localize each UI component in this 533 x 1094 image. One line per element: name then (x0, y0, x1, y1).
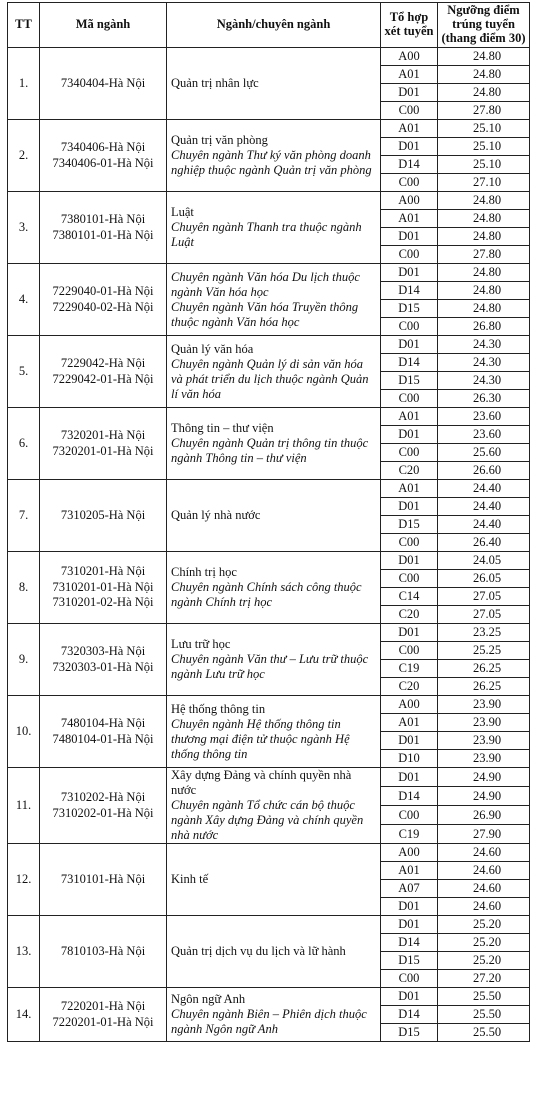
major-code: 7229042-Hà Nội (60, 355, 146, 370)
admission-score: 25.20 (438, 934, 530, 952)
major-name-cell (167, 624, 381, 696)
major-code-cell (40, 988, 167, 1042)
major-code-cell (40, 844, 167, 916)
subject-combination: D15 (381, 300, 438, 318)
major-name: Quản trị văn phòng (171, 133, 268, 147)
admission-score: 27.80 (438, 102, 530, 120)
admission-score-table (7, 2, 530, 1042)
row-number: 3. (8, 192, 40, 264)
table-row (8, 552, 530, 570)
major-name: Lưu trữ học (171, 637, 231, 651)
admission-score: 24.40 (438, 516, 530, 534)
header-combo: Tổ hợp xét tuyển (381, 3, 438, 48)
admission-score: 24.80 (438, 66, 530, 84)
table-row (8, 408, 530, 426)
major-code-cell (40, 552, 167, 624)
subject-combination: D01 (381, 732, 438, 750)
major-code-cell (40, 336, 167, 408)
major-code-cell (40, 624, 167, 696)
row-number: 2. (8, 120, 40, 192)
row-number: 10. (8, 696, 40, 768)
subject-combination: A00 (381, 696, 438, 714)
table-body (8, 48, 530, 1042)
major-name: Quản lý văn hóa (171, 341, 254, 356)
row-number: 5. (8, 336, 40, 408)
major-code: 7320303-01-Hà Nội (52, 659, 154, 674)
subject-combination: D01 (381, 264, 438, 282)
major-code: 7229040-02-Hà Nội (52, 299, 154, 314)
admission-score: 26.90 (438, 806, 530, 825)
subject-combination: D01 (381, 336, 438, 354)
row-number: 6. (8, 408, 40, 480)
subject-combination: A01 (381, 862, 438, 880)
admission-score: 26.25 (438, 678, 530, 696)
subject-combination: D01 (381, 84, 438, 102)
specialization-name: Chuyên ngành Văn hóa Du lịch thuộc ngành Văn hóa học (171, 269, 360, 299)
major-code: 7320303-Hà Nội (60, 643, 146, 658)
subject-combination: A01 (381, 120, 438, 138)
subject-combination: D01 (381, 552, 438, 570)
major-code: 7480104-Hà Nội (60, 715, 146, 730)
table-row (8, 120, 530, 138)
header-code: Mã ngành (40, 3, 167, 48)
admission-score: 26.40 (438, 534, 530, 552)
subject-combination: A01 (381, 714, 438, 732)
subject-combination: C19 (381, 660, 438, 678)
subject-combination: D14 (381, 934, 438, 952)
major-name-cell (167, 552, 381, 624)
subject-combination: A00 (381, 48, 438, 66)
major-code-cell (40, 192, 167, 264)
subject-combination: D01 (381, 988, 438, 1006)
table-row (8, 988, 530, 1006)
header-score: Ngưỡng điểm trúng tuyển (thang điểm 30) (438, 3, 530, 48)
row-number: 9. (8, 624, 40, 696)
major-name: Hệ thống thông tin (171, 701, 266, 716)
major-code: 7310101-Hà Nội (60, 871, 146, 886)
admission-score: 26.05 (438, 570, 530, 588)
subject-combination: C00 (381, 534, 438, 552)
major-code: 7310201-Hà Nội (60, 564, 146, 579)
admission-score: 25.10 (438, 120, 530, 138)
major-code: 7380101-01-Hà Nội (52, 227, 154, 242)
subject-combination: D15 (381, 952, 438, 970)
admission-score: 23.90 (438, 714, 530, 732)
admission-score: 26.80 (438, 318, 530, 336)
subject-combination: C00 (381, 570, 438, 588)
admission-score: 25.50 (438, 988, 530, 1006)
major-code: 7310202-Hà Nội (60, 789, 146, 804)
major-code: 7310205-Hà Nội (60, 507, 146, 522)
specialization-name: Chuyên ngành Thư ký văn phòng doanh nghiệp thuộc ngành Quản trị văn phòng (171, 148, 372, 177)
major-name-cell (167, 48, 381, 120)
major-code-cell (40, 696, 167, 768)
admission-score: 23.90 (438, 696, 530, 714)
subject-combination: D01 (381, 916, 438, 934)
subject-combination: D14 (381, 156, 438, 174)
specialization-name: Chuyên ngành Quản trị thông tin thuộc ngành Thông tin – thư viện (171, 436, 369, 465)
table-row (8, 480, 530, 498)
row-number: 13. (8, 916, 40, 988)
table-header-row (8, 3, 530, 48)
subject-combination: D01 (381, 624, 438, 642)
admission-score: 24.90 (438, 787, 530, 806)
major-code-cell (40, 916, 167, 988)
major-code: 7229042-01-Hà Nội (52, 371, 154, 386)
major-name-cell (167, 480, 381, 552)
admission-score: 24.60 (438, 862, 530, 880)
major-name: Ngôn ngữ Anh (171, 992, 246, 1006)
major-code-cell (40, 480, 167, 552)
specialization-name: Chuyên ngành Hệ thống thông tin thương mại điện tử thuộc ngành Hệ thống thông tin (171, 716, 350, 761)
major-name-cell (167, 408, 381, 480)
admission-score: 24.60 (438, 898, 530, 916)
major-code: 7320201-01-Hà Nội (52, 443, 154, 458)
subject-combination: C20 (381, 462, 438, 480)
row-number: 14. (8, 988, 40, 1042)
admission-score: 23.90 (438, 750, 530, 768)
subject-combination: D14 (381, 282, 438, 300)
admission-score: 25.10 (438, 156, 530, 174)
admission-score: 24.30 (438, 336, 530, 354)
admission-score: 25.25 (438, 642, 530, 660)
admission-score: 24.90 (438, 768, 530, 787)
admission-score: 27.80 (438, 246, 530, 264)
row-number: 4. (8, 264, 40, 336)
major-code: 7340406-Hà Nội (60, 139, 146, 154)
subject-combination: A01 (381, 480, 438, 498)
major-code-cell (40, 48, 167, 120)
major-name: Thông tin – thư viện (171, 421, 274, 435)
specialization-name: Chuyên ngành Văn hóa Truyền thông thuộc ngành Văn hóa học (171, 299, 359, 329)
admission-score: 24.80 (438, 192, 530, 210)
admission-score: 23.90 (438, 732, 530, 750)
row-number: 12. (8, 844, 40, 916)
admission-score: 23.25 (438, 624, 530, 642)
major-name: Quản lý nhà nước (171, 508, 261, 522)
major-code-cell (40, 120, 167, 192)
major-name: Luật (171, 205, 194, 219)
admission-score: 24.30 (438, 372, 530, 390)
major-name: Xây dựng Đảng và chính quyền nhà nước (171, 768, 352, 797)
specialization-name: Chuyên ngành Văn thư – Lưu trữ thuộc ngành Lưu trữ học (171, 652, 369, 681)
subject-combination: C14 (381, 588, 438, 606)
subject-combination: C00 (381, 390, 438, 408)
subject-combination: D14 (381, 787, 438, 806)
subject-combination: D14 (381, 354, 438, 372)
specialization-name: Chuyên ngành Tổ chức cán bộ thuộc ngành Xây dựng Đảng và chính quyền nhà nước (171, 798, 364, 842)
row-number: 11. (8, 768, 40, 844)
specialization-name: Chuyên ngành Thanh tra thuộc ngành Luật (171, 220, 362, 249)
admission-score: 24.80 (438, 300, 530, 318)
admission-score: 24.60 (438, 844, 530, 862)
admission-score: 23.60 (438, 426, 530, 444)
major-code: 7320201-Hà Nội (60, 427, 146, 442)
table-row (8, 844, 530, 862)
admission-score: 24.80 (438, 282, 530, 300)
table-row (8, 696, 530, 714)
admission-score: 25.10 (438, 138, 530, 156)
admission-score: 24.60 (438, 880, 530, 898)
admission-score: 27.90 (438, 825, 530, 844)
specialization-name: Chuyên ngành Chính sách công thuộc ngành Chính trị học (171, 580, 362, 609)
subject-combination: A00 (381, 844, 438, 862)
subject-combination: C00 (381, 444, 438, 462)
subject-combination: D01 (381, 768, 438, 787)
major-name: Quản trị dịch vụ du lịch và lữ hành (171, 944, 346, 958)
admission-score: 24.80 (438, 264, 530, 282)
subject-combination: C00 (381, 642, 438, 660)
specialization-name: Chuyên ngành Quản lý di sản văn hóa và phát triển du lịch thuộc ngành Quản lí văn hóa (171, 356, 369, 401)
subject-combination: D10 (381, 750, 438, 768)
admission-score: 24.40 (438, 480, 530, 498)
subject-combination: D01 (381, 898, 438, 916)
major-name-cell (167, 696, 381, 768)
subject-combination: A00 (381, 192, 438, 210)
admission-score: 27.20 (438, 970, 530, 988)
admission-table-container (7, 2, 529, 1092)
admission-score: 26.60 (438, 462, 530, 480)
table-row (8, 264, 530, 282)
major-name-cell (167, 988, 381, 1042)
subject-combination: C19 (381, 825, 438, 844)
admission-score: 25.20 (438, 916, 530, 934)
major-code-cell (40, 264, 167, 336)
table-row (8, 48, 530, 66)
table-row (8, 768, 530, 787)
major-code: 7340406-01-Hà Nội (52, 155, 154, 170)
subject-combination: A01 (381, 408, 438, 426)
subject-combination: D01 (381, 228, 438, 246)
admission-score: 24.80 (438, 210, 530, 228)
major-code: 7229040-01-Hà Nội (52, 283, 154, 298)
major-code: 7380101-Hà Nội (60, 211, 146, 226)
row-number: 8. (8, 552, 40, 624)
admission-score: 24.80 (438, 228, 530, 246)
admission-score: 26.25 (438, 660, 530, 678)
major-code: 7810103-Hà Nội (60, 943, 146, 958)
row-number: 1. (8, 48, 40, 120)
admission-score: 24.05 (438, 552, 530, 570)
admission-score: 24.40 (438, 498, 530, 516)
admission-score: 23.60 (438, 408, 530, 426)
admission-score: 27.10 (438, 174, 530, 192)
major-code: 7340404-Hà Nội (60, 75, 146, 90)
admission-score: 27.05 (438, 606, 530, 624)
major-code: 7310202-01-Hà Nội (52, 805, 154, 820)
admission-score: 27.05 (438, 588, 530, 606)
table-row (8, 192, 530, 210)
subject-combination: D15 (381, 516, 438, 534)
major-name-cell (167, 120, 381, 192)
admission-score: 24.80 (438, 84, 530, 102)
table-row (8, 916, 530, 934)
table-row (8, 336, 530, 354)
subject-combination: D15 (381, 372, 438, 390)
major-name-cell (167, 768, 381, 844)
subject-combination: C20 (381, 678, 438, 696)
major-code: 7220201-Hà Nội (60, 998, 146, 1013)
admission-score: 25.20 (438, 952, 530, 970)
specialization-name: Chuyên ngành Biên – Phiên dịch thuộc ngành Ngôn ngữ Anh (171, 1007, 367, 1036)
subject-combination: D01 (381, 426, 438, 444)
major-name: Quản trị nhân lực (171, 76, 259, 90)
major-name-cell (167, 916, 381, 988)
major-code: 7480104-01-Hà Nội (52, 731, 154, 746)
row-number: 7. (8, 480, 40, 552)
subject-combination: A01 (381, 210, 438, 228)
major-name: Kinh tế (171, 872, 209, 886)
major-code: 7310201-02-Hà Nội (52, 595, 154, 610)
major-code-cell (40, 768, 167, 844)
subject-combination: C00 (381, 174, 438, 192)
subject-combination: D01 (381, 498, 438, 516)
major-name-cell (167, 264, 381, 336)
subject-combination: D01 (381, 138, 438, 156)
subject-combination: C00 (381, 246, 438, 264)
admission-score: 25.50 (438, 1006, 530, 1024)
subject-combination: C00 (381, 102, 438, 120)
admission-score: 25.60 (438, 444, 530, 462)
major-code-cell (40, 408, 167, 480)
subject-combination: D15 (381, 1024, 438, 1042)
major-code: 7310201-01-Hà Nội (52, 579, 154, 594)
header-major: Ngành/chuyên ngành (167, 3, 381, 48)
subject-combination: C00 (381, 970, 438, 988)
admission-score: 26.30 (438, 390, 530, 408)
major-name-cell (167, 192, 381, 264)
major-name-cell (167, 336, 381, 408)
major-code: 7220201-01-Hà Nội (52, 1014, 154, 1029)
admission-score: 24.80 (438, 48, 530, 66)
header-tt: TT (8, 3, 40, 48)
subject-combination: D14 (381, 1006, 438, 1024)
subject-combination: C00 (381, 806, 438, 825)
subject-combination: C00 (381, 318, 438, 336)
subject-combination: A07 (381, 880, 438, 898)
major-name-cell (167, 844, 381, 916)
subject-combination: A01 (381, 66, 438, 84)
admission-score: 24.30 (438, 354, 530, 372)
table-row (8, 624, 530, 642)
admission-score: 25.50 (438, 1024, 530, 1042)
subject-combination: C20 (381, 606, 438, 624)
major-name: Chính trị học (171, 565, 237, 579)
